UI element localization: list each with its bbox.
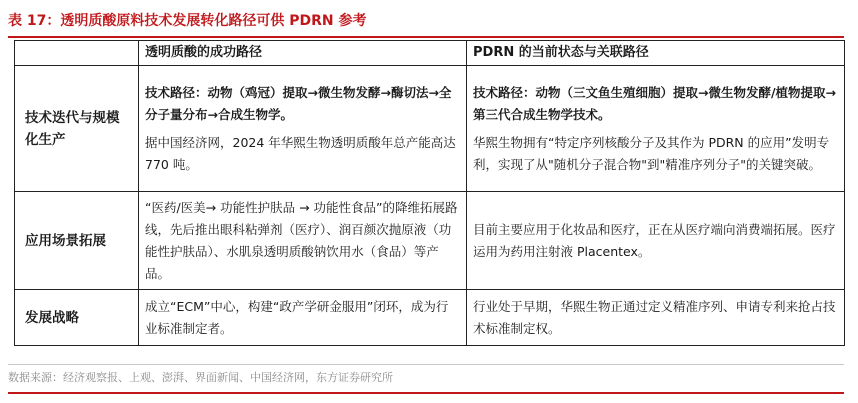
table-row <box>15 192 845 290</box>
cell-ha-strategy <box>139 290 467 346</box>
table-row <box>15 290 845 346</box>
cell-text: 据中国经济网，2024 年华熙生物透明质酸年总产能高达 770 吨。 <box>145 134 456 172</box>
cell-text: 华熙生物拥有“特定序列核酸分子及其作为 PDRN 的应用”发明专利，实现了从"随机分子混合物"到"精准序列分子"的关键突破。 <box>473 134 830 172</box>
cell-ha-application <box>139 192 467 290</box>
row-label-strategy: 发展战略 <box>15 290 139 346</box>
header-pdrn: PDRN 的当前状态与关联路径 <box>467 41 845 66</box>
row-label-tech: 技术迭代与规模化生产 <box>15 66 139 192</box>
comparison-table <box>14 40 845 346</box>
table-header-row <box>15 41 845 66</box>
bottom-divider <box>8 392 844 394</box>
title-divider <box>8 36 844 38</box>
cell-text: 行业处于早期，华熙生物正通过定义精准序列、申请专利来抢占技术标准制定权。 <box>473 298 836 336</box>
source-note: 数据来源：经济观察报、上观、澎湃、界面新闻、中国经济网，东方证券研究所 <box>8 371 393 384</box>
source-divider <box>8 364 844 365</box>
cell-pdrn-strategy <box>467 290 845 346</box>
cell-text: “医药/医美→ 功能性护肤品 → 功能性食品”的降维拓展路线，先后推出眼科粘弹剂（医疗）、润百颜次抛原液（功能性护肤品）、水肌泉透明质酸钠饮用水（食品）等产品。 <box>145 199 458 281</box>
table-title: 表 17：透明质酸原料技术发展转化路径可供 PDRN 参考 <box>8 13 367 29</box>
cell-ha-tech <box>139 66 467 192</box>
cell-pdrn-application <box>467 192 845 290</box>
header-empty-cell <box>15 41 139 66</box>
cell-emphasis: 技术路径：动物（鸡冠）提取→微生物发酵→酶切法→全分子量分布→合成生物学。 <box>145 84 452 122</box>
table-row <box>15 66 845 192</box>
cell-pdrn-tech <box>467 66 845 192</box>
cell-text: 成立“ECM”中心，构建“政产学研金服用”闭环，成为行业标准制定者。 <box>145 298 449 336</box>
row-label-application: 应用场景拓展 <box>15 192 139 290</box>
header-hyaluronic-acid: 透明质酸的成功路径 <box>139 41 467 66</box>
cell-text: 目前主要应用于化妆品和医疗，正在从医疗端向消费端拓展。医疗运用为药用注射液 Placentex。 <box>473 221 836 259</box>
cell-emphasis: 技术路径：动物（三文鱼生殖细胞）提取→微生物发酵/植物提取→第三代合成生物学技术。 <box>473 84 837 122</box>
